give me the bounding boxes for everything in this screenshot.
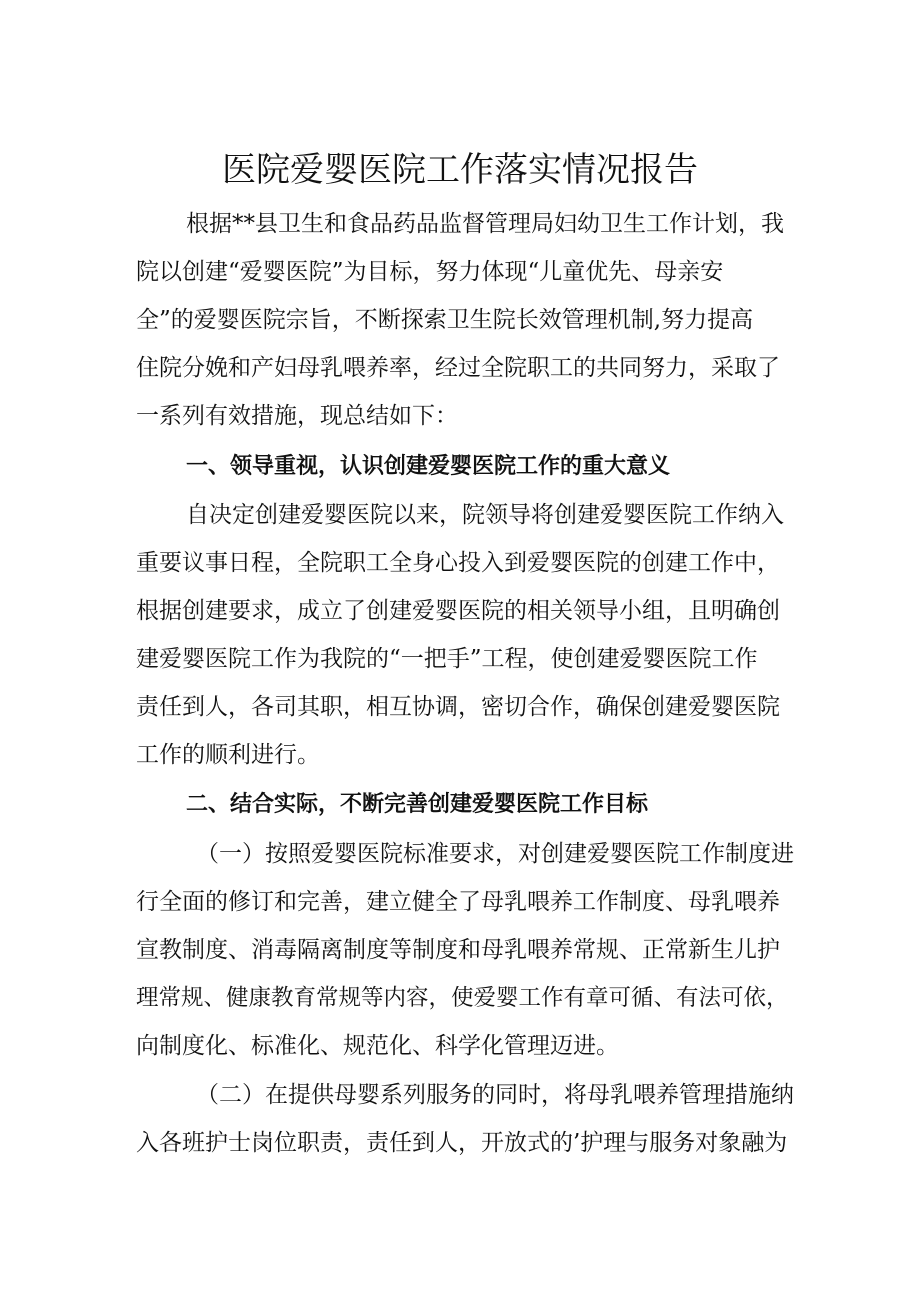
section2-item1-line: 宣教制度、消毒隔离制度等制度和母乳喂养常规、正常新生儿护 — [136, 937, 780, 963]
section1-line: 根据创建要求，成立了创建爱婴医院的相关领导小组，且明确创 — [136, 598, 780, 624]
section-heading: 一、领导重视，认识创建爱婴医院工作的重大意义 — [186, 454, 671, 479]
section2-item1-line: 行全面的修订和完善，建立健全了母乳喂养工作制度、母乳喂养 — [136, 889, 780, 915]
section2-item2-line: 入各班护士岗位职责，责任到人，开放式的’护理与服务对象融为 — [136, 1130, 788, 1156]
section2-item1-line: （一）按照爱婴医院标准要求，对创建爱婴医院工作制度进 — [196, 841, 794, 867]
section2-item2-line: （二）在提供母婴系列服务的同时，将母乳喂养管理措施纳 — [196, 1082, 794, 1108]
intro-line: 一系列有效措施，现总结如下： — [136, 403, 458, 429]
section2-item1-line: 向制度化、标准化、规范化、科学化管理迈进。 — [136, 1033, 619, 1059]
section1-line: 自决定创建爱婴医院以来，院领导将创建爱婴医院工作纳入 — [186, 502, 784, 528]
section1-line: 建爱婴医院工作为我院的“一把手”工程，使创建爱婴医院工作 — [136, 646, 758, 672]
intro-line: 全”的爱婴医院宗旨，不断探索卫生院长效管理机制,努力提高 — [136, 307, 754, 333]
section1-line: 重要议事日程，全院职工全身心投入到爱婴医院的创建工作中， — [136, 550, 780, 576]
document-title: 医院爱婴医院工作落实情况报告 — [222, 150, 698, 190]
section1-line: 工作的顺利进行。 — [136, 742, 320, 768]
section2-item1-line: 理常规、健康教育常规等内容，使爱婴工作有章可循、有法可依， — [136, 985, 789, 1011]
intro-line: 根据**县卫生和食品药品监督管理局妇幼卫生工作计划，我 — [186, 211, 784, 237]
intro-line: 住院分娩和产妇母乳喂养率，经过全院职工的共同努力，采取了 — [136, 355, 780, 381]
section-heading: 二、结合实际，不断完善创建爱婴医院工作目标 — [186, 792, 649, 817]
section1-line: 责任到人，各司其职，相互协调，密切合作，确保创建爱婴医院 — [136, 694, 780, 720]
intro-line: 院以创建“爱婴医院”为目标，努力体现“儿童优先、母亲安 — [136, 259, 724, 285]
